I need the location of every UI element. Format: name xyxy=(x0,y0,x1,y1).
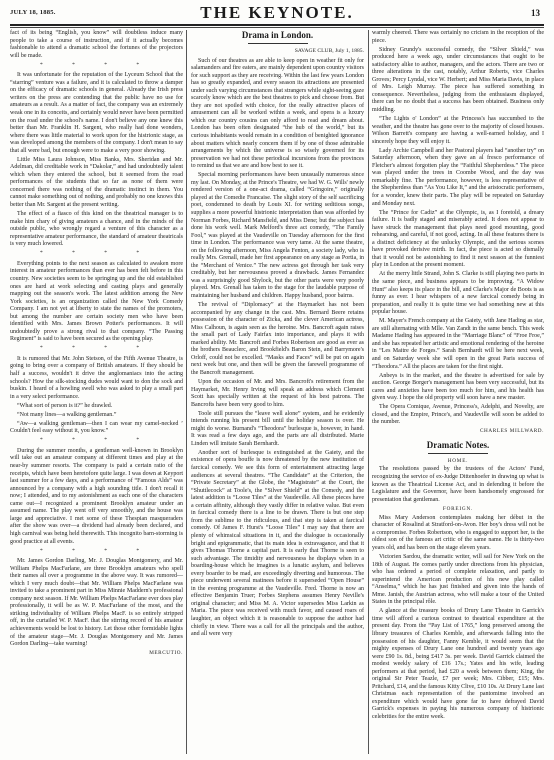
issue-date: JULY 18, 1885. xyxy=(10,9,56,16)
section-separator: * * * * xyxy=(39,250,154,257)
paragraph: “The Lights o' London” at the Princess's has succumbed to the weather, and the theatre has gone over to the majority of closed houses. Wilson Barrett's company are having a well-earned holiday, and I sincerely hope they will enjoy it. xyxy=(372,116,544,145)
paragraph: “Aw—a walking gentleman—then I can wear my camel-necked ’ Couldn't feel easy without it, you know.” xyxy=(10,420,183,435)
paragraph: The effect of a fiasco of this kind on the theatrical manager is to make him chary of giving amateurs a chance, and in the minds of the outside public, who wrongly regard a venture of this character as a representative amateur performance, the standard of amateur theatricals is very much lowered. xyxy=(10,211,183,248)
section-separator: * * * * xyxy=(39,345,154,352)
paragraph: “What sort of person is it?” he drawled. xyxy=(17,402,113,409)
heading-rule xyxy=(428,453,488,454)
heading-rule xyxy=(248,43,308,44)
paragraph: Another sort of burlesque is extinguished at the Gaiety, and the existence of opera bouffe is now threatened by the new institution of farcical comedy. We see this form of entertainment attracting large audiences at several theatres. “The Candidate” at the Criterion, the “Private Secretary” at the Globe, the “Magistrate” at the Court, the “Shuttlecock” at Toole's, the “Silver Shield” at the Comedy, and the latest addition is “Loose Tiles” at the Vaudeville. All these pieces have a certain affinity, although they vastly differ in relative value. But even in farcical comedy there is a line to be drawn. There is but one step from the sublime to the ridiculous, and that step is taken at farcical comedy. Of James F. Hurst's “Loose Tiles” I may say that there are plenty of whimsical situations in it, and the dialogue is occasionally bright and epigrammatic, that its main idea is extravagance, and that it gives Thomas Thorne a capital part. It is early that Thorne is seen to such advantage. The timidity and nervousness he displays when in a boarding-house which he imagines is a lunatic asylum, and believes every boarder to be mad, are exceedingly diverting and humorous. The piece underwent several matinees before it superseded “Open House” in the evening programme at the Vaudeville. Fred. Thorne is now an effective Benjamin Truer; Forbes Stephens assumes Henry Neville's original character; and Miss M. A. Victor supersedes Miss Larkin as Maria. The piece was received with much favor, and caused roars of laughter, an object which it is reasonable to suppose the author had chiefly in view. There was a call for all the principals and the author, and all were very xyxy=(191,449,364,638)
paragraph: During the summer months, a gentleman well-known in Brooklyn will take out an amateur company at different times and play at the near-by summer resorts. The company is paid a certain ratio of the receipts, which have been heretofore quite large. I was down at Keyport last summer for a few days, and a performance of “Famous Alds” was announced by a company with a high sounding title. I don't recall it now; I attended, and to my astonishment as each one of the characters came out—I recognized a prominent Brooklyn amateur under an assumed name. The play went off very smoothly, and the house was large and appreciative. I met some of these Thespian masqueraders after the show was over—a dividend had already been declared, and high carnival was being held therewith. This incognito barn-storming is good practice at all events. xyxy=(10,447,183,545)
section-separator: * * * * xyxy=(39,437,154,444)
paragraph: It was unfortunate for the reputation of the Lyceum School that the “starring” venture was a failure, and it is calculated to throw a damper on the efficacy of dramatic schools in general. Already the Irish press writers on the press are contending that the public have no use for amateurs as a result. As a matter of fact, the company was an extremely weak one in its conceits, and certainly would never have been permitted on the road under the school's name. I don't believe any one knew this better than Mr. Franklin H. Sargent, who really had done wonders, where there was little material to work upon for the histrionic stage, as was developed among the members of the company. I don't mean to say that all were bad, but enough were to make a very poor showing. xyxy=(10,72,183,154)
dateline: SAVAGE CLUB, July 1, 1885. xyxy=(294,48,364,54)
section-separator: * * * * xyxy=(39,547,154,554)
paragraph: At the merry little Strand, John S. Clarke is still playing two parts in the same piece, and business appears to be improving. “A Widow Hunt” also keeps its place in the bill, and Clarke's Major de Boots is as funny as ever. I hear whispers of a new farcical comedy being in preparation, and really it is quite time we had something new at this popular house. xyxy=(372,271,544,316)
paragraph: Toole still pursues the “leave well alone” system, and he evidently intends running his present bill until the holiday season is over. He might do worse. Burnand's “Theodora” burlesque is, however, in hand. It was read a few days ago, and the parts are all distributed. Marie Linden will imitate Sarah Bernhardt. xyxy=(191,410,364,447)
paragraph: The “Prince for Cadiz” at the Olympic, is, as I foretold, a dreary failure. It is badly staged and miserably acted. It does not appear to have struck the management that plays need good mounting, good rehearsing, and careful, if not good, acting. In all these features there is a distinct deficiency at the unlucky Olympic, and the serious scenes have provoked derisive mirth. In fact, the piece is acted so dismally that it would not be astonishing to find it next season at the funniest play in London at the present moment. xyxy=(372,209,544,269)
subsection-heading: HOME. xyxy=(447,457,469,464)
column-3 xyxy=(372,30,544,756)
paragraph: The resolutions passed by the trustees of the Actors' Fund, recognizing the service of ex-Judge Dittenhoefer in drawing up what is known as the Theatrical License Act, and in defending it before the Legislature and the Governor, have been handsomely engrossed for presentation that gentleman. xyxy=(372,466,544,503)
paragraph: warmly cheered. There was certainly no cricism in the reception of the piece. xyxy=(372,30,544,44)
paragraph: It is rumored that Mr. John Stetson, of the Fifth Avenue Theatre, is going to bring over a company of British amateurs. If they should be half a success, wouldn't it drive the anglomaniacs into the acting schools? How the silk-stocking dudes would want to don the sock and buskin. I heard of a howling swell who was asked to play a small part in a very select performance. xyxy=(10,355,183,400)
paragraph: Special morning performances have been unusually numerous since my last. On Monday, at the Prince's Theatre, we had W. G. Wills' newly rendered version of a one-act drama, called “Gringoire,” originally played at the Comedie Francaise. The slight story of the self sacrificing poet, condemned to death by Louis XI. for writing seditious songs, supplies a more powerful histrionic interpretation than was afforded by Norman Forbes, Richard Mansfield, and Miss Dene; but the subject has done his work well. Mark Melford's three act comedy, “The Family Fool,” was played at the Vaudeville on Tuesday afternoon for the first time in London. The performance was very tame. At the same theatre, on the following afternoon, Miss Angela Fenton, a society lady, who is really Mrs. Grenall, made her first appearance on any stage as Portia, in the “Merchant of Venice.” The new actress got through her task very creditably, but her nervousness proved a drawback. James Fernandez was a surprisingly good Shylock, but the other parts were very poorly played. Mrs. Grenall has taken to the stage for the laudable purpose of maintaining her husband and children. Happy husband, poor bairns. xyxy=(191,172,364,299)
paragraph: Anbeys is in the market, and the theatre is advertised for sale by auction. George Borger's management has been very successful, but its cares and anxieties have been too much for him, and his health has given way. I hope the old property will soon have a new master. xyxy=(372,372,544,402)
paragraph: The revival of “Diplomacy” at the Haymarket has not been accompanied by any change in the cast. Mrs. Bernard Beere retains possession of the character of Zicka, and the clever American actress, Miss Calhoun, is again seen as the heroine. Mrs. Bancroft again raises the small part of Lady Fairfax into importance, and plays it with marked ability. Mr. Bancroft and Forbes Robertson are good as ever as the brothers Beauclerc, and Brookfield's Baron Stein, and Barrymore's Orloff, could not be excelled. “Masks and Faces” will be put on again next week but one, and then will be given the farewell programme of the Bancroft management. xyxy=(191,302,364,376)
paragraph: The Opera Comique, Avenue, Princess's, Adelphi, and Novelty, are closed, and the Empire, Prince's, and Vaudeville will soon be added to the number. xyxy=(372,404,544,426)
column-2 xyxy=(191,30,364,756)
author-signature: MERCUTIO. xyxy=(149,650,183,657)
subsection-heading: FOREIGN. xyxy=(442,506,474,513)
paragraph: Upon the occasion of Mr. and Mrs. Bancroft's retirement from the Haymarket, Mr. Henry Irving will speak an address which Clement Scott has specially written at the request of his best patrons. The Bancrofts have been very good to him. xyxy=(191,379,364,408)
paragraph: Sidney Grundy's successful comedy, the “Silver Shield,” was produced here a week ago, under circumstances that ought to be satisfactory alike to author, managers, and the actors. There are two or three alterations in the cast, notably, Arthur Roberts, vice Charles Groves; Percy Lyndal, vice W. Herbert; and Miss Maria Davis, in place of Mrs. Leigh Murray. The piece has suffered something in consequence. Nevertheless, judging from the enthusiasm displayed, there can be no doubt that a success has been obtained. Business only middling. xyxy=(372,46,544,113)
author-signature: CHARLES MILLWARD. xyxy=(480,428,544,435)
page-number: 13 xyxy=(531,8,540,18)
section-heading: Dramatic Notes. xyxy=(426,439,490,450)
section-separator: * * * * xyxy=(39,61,154,68)
paragraph: A glance at the treasury books of Drury Lane Theatre in Garrick's time will afford a curious contrast to theatrical expenditure at the present day. From the “Pay List of 1765,” long preserved among the library treasures of Charles Kemble, and afterwards falling into the possession of his daughter, Fanny Kemble, it would seem that the mighty expenses of Drury Lane one hundred and twenty years ago were £90 1s. 8d., being £417 3s. per week. David Garrick claimed the modest weekly salary of £16 17s.; Yates and his wife, leading performers at that period, had £20 a week between them; King, the original Sir Peter Teazle, £7 per week; Mrs. Cibber, £15; Mrs. Pritchard, £14, and the famous Kitty Clive, £10 10s. At Drury Lane last Christmas each representation of the pantomime involved an expenditure which would have gone far to have defrayed David Garrick's expenses in paying his numerous company of histrionic celebrities for the entire week. xyxy=(372,608,544,720)
column-divider xyxy=(186,30,187,754)
paragraph: fact of its being “English, you know” will doubtless induce many people to take a course of instruction, and if it actually becomes fashionable to attend a dramatic school the fortunes of the projectors will be made. xyxy=(10,30,183,59)
paragraph: “Not many lines—a walking gentleman.” xyxy=(17,411,117,418)
paragraph: Miss Mary Anderson contemplates making her début in the character of Rosalind at Stratford-on-Avon. Her boy's dress will not be a compromise. Forbes Robertson, who is engaged to support her, is the oldest son of the famous art critic of the same name. He is thirty-two years old, and has been on the stage eleven years. xyxy=(372,514,544,551)
paragraph: Little Miss Laura Johnson, Miss Banks, Mrs. Sheridan and Mr. Adelman, did creditable work in “Dakolar,” and had undoubtedly talent which when they entered the school, but it seemed from the road performances of the students that so far as none of them were concerned there was nothing of the dramatic instinct in them. You cannot make something out of nothing, and probably no one knows this better than Mr. Sargent at the present writing. xyxy=(10,156,183,209)
paragraph: Everything points to the next season as calculated to awaken more interest in amateur performances than ever has been felt before in this country. New societies seem to be springing up and the old established ones are hard at work selecting and casting plays and generally mapping out the season's work. The latest addition among the New York societies, is an organization called the New York Comedy Company. I am not yet at liberty to state the names of the promoters, but among the number are certain society men who have been identified with Mrs. James Brown Potter's performances. It will undoubtedly prove a strong rival to that company. “The Passing Regiment” is said to have been secured as the opening play. xyxy=(10,260,183,343)
paragraph: Victorien Sardou, the dramatic writer, will sail for New York on the 18th of August. He comes partly under directions from his physician, who has ordered a period of complete relaxation, and partly to superintend the American production of his new play called “Anselma,” which he has just finished and given into the hands of Mme. Janish, the Austrian actress, who will make a tour of the United States in the principal rôle. xyxy=(372,554,544,606)
paragraph: M. Mayer's French company at the Gaiety, with Jane Hading as star, are still alternating with Mlle. Van Zandt in the same bench. This week Madame Hading has appeared in the “Marriage Blanc” of “Froe Froe,” and she has repeated her artistic and emotional rendering of the heroine in “Les Maitre de Forges.” Sarah Bernhardt will be here next week, and on Saturday week she will open in the great Paris success of “Theodora.” All the places are taken for the first night. xyxy=(372,318,544,370)
paragraph: Mr. James Gordon Darling, Mr. J. Douglas Montgomery, and Mr. William Phelps MacFarlane, are three Brooklyn amateurs who spell their names all over a programme in the above way. It was rumored—which I very much doubt—that Mr. William Phelps MacFarlane was invited to take a prominent part in Miss Minnie Maddern's professional company next season. If Mr. William Phelps MacFarlane ever does play professionally, it will be as W. P. MacFarlane of the most, and the striking individuality of William Phelps MacF. is so entirely stripped off, in the curtailed W. P. MacF. that the stirring record of his amateur achievements would be lost to history. Let those other formidable lights of the amateur stage—Mr. J. Douglas Montgomery and Mr. James Gordon Darling—take warning! xyxy=(10,558,183,648)
paragraph: Lady Archie Campbell and her Pastoral players had “another try” on Saturday afternoon, when they gave an al fresco performance of Fletcher's almost forgotten play the “Faithful Shepherdess.” The piece was played under the trees in Coombe Wood, and the day was remarkably fine. The performance, however, is less representative of the Shepherdess than “As You Like It,” and the aristocratic performers, for a wonder, knew their parts. The play will be repeated on Saturday and Monday next. xyxy=(372,147,544,207)
masthead-rule xyxy=(10,24,544,28)
paragraph: Such of our theatres as are able to keep open in weather fit only for salamanders and fire eaters, are mainly dependent upon country visitors for such support as they are receiving. Within the last few years London has so greatly expanded, and every season its attractions are presented under such varying circumstances that strangers while sight-seeing gaze scarcely know which are the best theatres to pick and choose from. But they are not spoiled with choice, for the really attractive places of amusement can all be worked within a week, and opera is a luxury which our country cousins can only afford to read and dream about. London has been often designated “the hub of the world,” but its curious inhabitants would remain in a condition of benighted ignorance about matters which nearly concern them if by one of those admirable arrangements by which the universe is so wisely governed for its preservation we had not these periodical incursions from the provinces to remind us that we are and how best to see it. xyxy=(191,57,364,170)
section-heading: Drama in London. xyxy=(241,30,314,40)
masthead-title: THE KEYNOTE. xyxy=(200,3,354,22)
column-1 xyxy=(10,30,183,756)
column-divider xyxy=(368,30,369,754)
